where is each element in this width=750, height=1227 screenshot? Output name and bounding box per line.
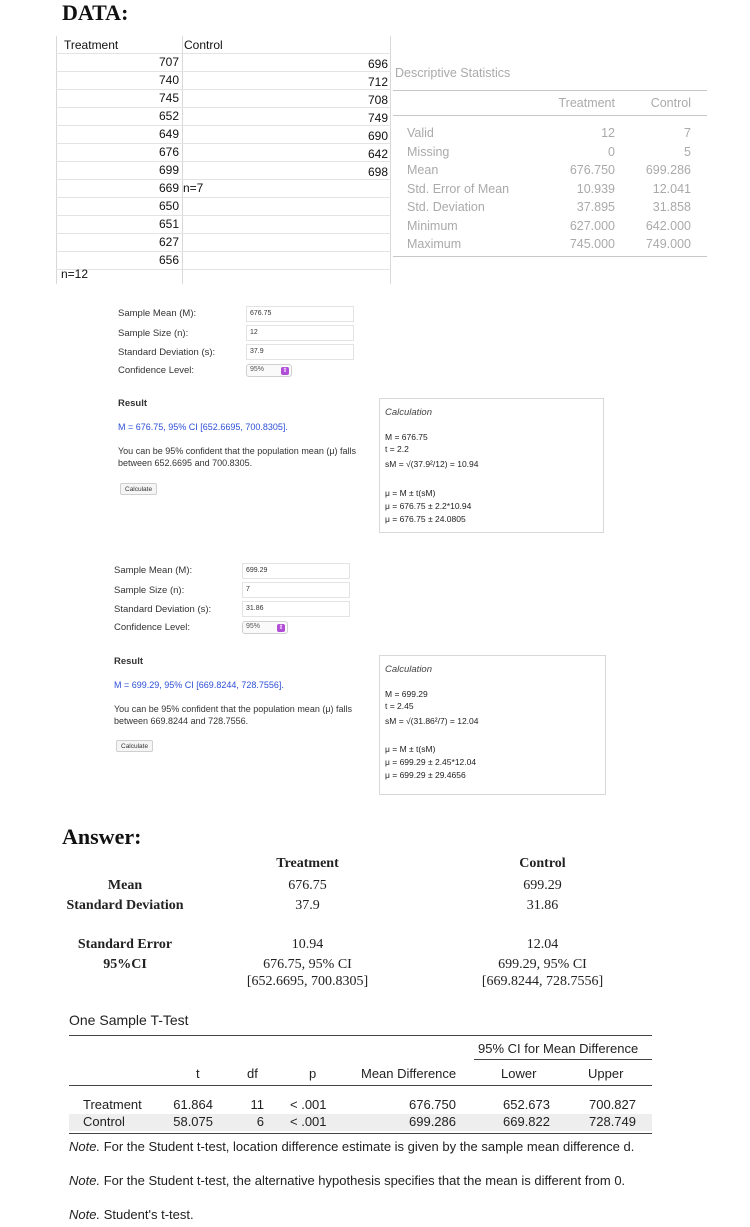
ttest-cell-p: < .001	[290, 1114, 327, 1129]
ttest-cell-t: 61.864	[173, 1097, 213, 1112]
note-text: For the Student t-test, location difference estimate is given by the sample mean difference d.	[100, 1139, 635, 1154]
desc-control-value: 12.041	[652, 181, 691, 196]
desc-treatment-value: 0	[608, 144, 615, 159]
desc-row-label: Std. Deviation	[407, 200, 485, 214]
treatment-cell[interactable]: 627	[158, 235, 179, 249]
calculation-title: Calculation	[385, 407, 432, 418]
confidence-label: Confidence Level:	[118, 365, 195, 376]
treatment-mean: 676.75	[288, 878, 327, 893]
desc-row-label: Maximum	[407, 237, 462, 251]
select-arrow-icon: ⇕	[282, 368, 288, 374]
ttest-cell-t: 58.075	[173, 1114, 213, 1129]
desc-control-value: 642.000	[645, 218, 691, 233]
ttest-cell-upper: 728.749	[589, 1114, 636, 1129]
treatment-sd: 37.9	[295, 898, 320, 913]
std-dev-input[interactable]: 37.9	[246, 344, 354, 360]
treatment-cell[interactable]: 656	[158, 253, 179, 267]
header-p: p	[309, 1066, 317, 1081]
result-heading: Result	[114, 656, 144, 667]
desc-header-treatment: Treatment	[558, 96, 615, 110]
ttest-title: One Sample T-Test	[69, 1012, 189, 1028]
descriptive-title: Descriptive Statistics	[395, 66, 511, 80]
note-prefix: Note.	[69, 1173, 101, 1188]
ttest-cell-df: 6	[256, 1114, 264, 1129]
desc-row-label: Std. Error of Mean	[407, 181, 510, 196]
sample-size-input[interactable]: 12	[246, 325, 354, 341]
ci-header: 95% CI for Mean Difference	[478, 1041, 639, 1056]
desc-treatment-value: 627.000	[569, 218, 615, 233]
std-dev-label: Standard Deviation (s):	[114, 604, 212, 615]
desc-control-value: 5	[684, 144, 691, 159]
desc-control-value: 31.858	[652, 200, 691, 214]
treatment-cell[interactable]: 650	[158, 199, 179, 213]
ttest-cell-md: 676.750	[409, 1097, 456, 1112]
confidence-value: 95%	[250, 366, 265, 373]
control-ci: 699.29, 95% CI [669.8244, 728.7556]	[481, 957, 604, 989]
result-text: You can be 95% confident that the population mean (μ) falls between 652.6695 and 700.8305.	[118, 446, 357, 468]
note-3	[69, 1207, 659, 1223]
std-dev-input[interactable]: 31.86	[242, 601, 350, 617]
ttest-cell-name: Control	[83, 1114, 125, 1129]
sample-size-label: Sample Size (n):	[114, 585, 185, 596]
ttest-cell-md: 699.286	[409, 1114, 456, 1129]
control-cell[interactable]: 708	[367, 93, 388, 107]
row-label-ci: 95%CI	[103, 957, 147, 972]
treatment-cell[interactable]: 649	[158, 127, 179, 141]
calc-line: μ = 676.75 ± 2.2*10.94	[385, 501, 472, 511]
select-arrow-icon: ⇕	[278, 625, 284, 631]
sample-size-label: Sample Size (n):	[118, 328, 189, 339]
header-upper: Upper	[588, 1066, 624, 1081]
row-label-se: Standard Error	[77, 937, 173, 952]
sample-mean-input[interactable]: 676.75	[246, 306, 354, 322]
confidence-label: Confidence Level:	[114, 622, 191, 633]
desc-treatment-value: 10.939	[576, 181, 615, 196]
std-dev-label: Standard Deviation (s):	[118, 347, 216, 358]
note-prefix: Note.	[69, 1207, 101, 1222]
treatment-cell[interactable]: 699	[158, 163, 179, 177]
control-cell[interactable]: 698	[367, 165, 388, 179]
calc-line: t = 2.45	[385, 701, 414, 711]
result-heading: Result	[118, 398, 148, 409]
row-label-mean: Mean	[107, 878, 143, 893]
treatment-cell[interactable]: 740	[158, 73, 179, 87]
answer-header-control: Control	[519, 856, 566, 871]
control-cell[interactable]: 712	[367, 75, 388, 89]
data-heading: DATA:	[62, 0, 129, 25]
desc-control-value: 749.000	[645, 237, 691, 251]
desc-control-value: 7	[684, 126, 691, 140]
n-label: n=12	[61, 267, 89, 281]
treatment-n: n=7	[183, 181, 204, 195]
treatment-cell[interactable]: 745	[158, 91, 179, 105]
desc-treatment-value: 12	[601, 126, 615, 140]
desc-treatment-value: 37.895	[576, 200, 615, 214]
calc-line: μ = M ± t(sM)	[385, 488, 436, 498]
note-text: For the Student t-test, the alternative hypothesis specifies that the mean is different from 0.	[100, 1173, 626, 1188]
result-line: M = 676.75, 95% CI [652.6695, 700.8305].	[118, 422, 288, 432]
desc-row-label: Missing	[407, 144, 450, 159]
desc-header-control: Control	[650, 96, 691, 110]
sample-mean-input[interactable]: 699.29	[242, 563, 350, 579]
ttest-cell-df: 11	[250, 1097, 264, 1112]
treatment-cell[interactable]: 669	[158, 181, 179, 195]
ttest-cell-lower: 652.673	[503, 1097, 550, 1112]
answer-heading: Answer:	[62, 824, 142, 849]
col-header-treatment: Treatment	[64, 38, 119, 52]
control-mean: 699.29	[523, 878, 562, 893]
answer-header-treatment: Treatment	[276, 856, 339, 871]
control-cell[interactable]: 642	[367, 147, 388, 161]
sample-mean-label: Sample Mean (M):	[114, 565, 193, 576]
result-text: You can be 95% confident that the population mean (μ) falls between 669.8244 and 728.7556.	[114, 704, 353, 726]
treatment-cell[interactable]: 651	[158, 217, 179, 231]
calc-line: t = 2.2	[385, 444, 409, 454]
calc-line: M = 699.29	[385, 689, 428, 699]
confidence-value: 95%	[246, 623, 261, 630]
note-prefix: Note.	[69, 1139, 101, 1154]
header-t: t	[196, 1066, 200, 1081]
sample-mean-label: Sample Mean (M):	[118, 308, 197, 319]
treatment-cell[interactable]: 652	[158, 109, 179, 123]
calculate-button[interactable]: Calculate	[120, 483, 157, 495]
calc-line: μ = M ± t(sM)	[385, 744, 436, 754]
control-cell[interactable]: 749	[367, 111, 388, 125]
sample-size-input[interactable]: 7	[242, 582, 350, 598]
calc-line: μ = 699.29 ± 29.4656	[385, 770, 466, 780]
ttest-cell-p: < .001	[290, 1097, 327, 1112]
ttest-cell-name: Treatment	[83, 1097, 142, 1112]
desc-control-value: 699.286	[645, 163, 691, 177]
row-label-sd: Standard Deviation	[66, 898, 184, 913]
header-mean-diff: Mean Difference	[361, 1066, 457, 1081]
calc-line: μ = 699.29 ± 2.45*12.04	[385, 757, 477, 767]
calculate-button[interactable]: Calculate	[116, 740, 153, 752]
control-cell[interactable]: 696	[367, 57, 388, 71]
treatment-cell[interactable]: 707	[158, 55, 179, 69]
note-1	[69, 1139, 659, 1155]
desc-row-label: Minimum	[407, 218, 458, 233]
desc-row-label: Valid	[407, 126, 434, 140]
desc-treatment-value: 676.750	[569, 163, 615, 177]
control-cell[interactable]: 690	[367, 129, 388, 143]
treatment-se: 10.94	[291, 937, 324, 952]
control-se: 12.04	[526, 937, 559, 952]
treatment-cell[interactable]: 676	[158, 145, 179, 159]
note-text: Student's t-test.	[100, 1207, 194, 1222]
desc-row-label: Mean	[407, 163, 439, 177]
control-sd: 31.86	[526, 898, 559, 913]
calc-line: M = 676.75	[385, 432, 428, 442]
calc-line: μ = 676.75 ± 24.0805	[385, 514, 466, 524]
desc-treatment-value: 745.000	[569, 237, 615, 251]
note-2	[69, 1173, 659, 1189]
ttest-cell-lower: 669.822	[503, 1114, 550, 1129]
col-header-control: Control	[184, 38, 223, 52]
treatment-ci: 676.75, 95% CI [652.6695, 700.8305]	[246, 957, 369, 989]
calc-line: sM = √(31.86²/7) = 12.04	[385, 716, 479, 726]
header-lower: Lower	[501, 1066, 537, 1081]
ttest-cell-upper: 700.827	[589, 1097, 636, 1112]
result-line: M = 699.29, 95% CI [669.8244, 728.7556].	[114, 680, 284, 690]
calc-line: sM = √(37.9²/12) = 10.94	[385, 459, 479, 469]
calculation-title: Calculation	[385, 664, 432, 675]
header-df: df	[247, 1066, 258, 1081]
